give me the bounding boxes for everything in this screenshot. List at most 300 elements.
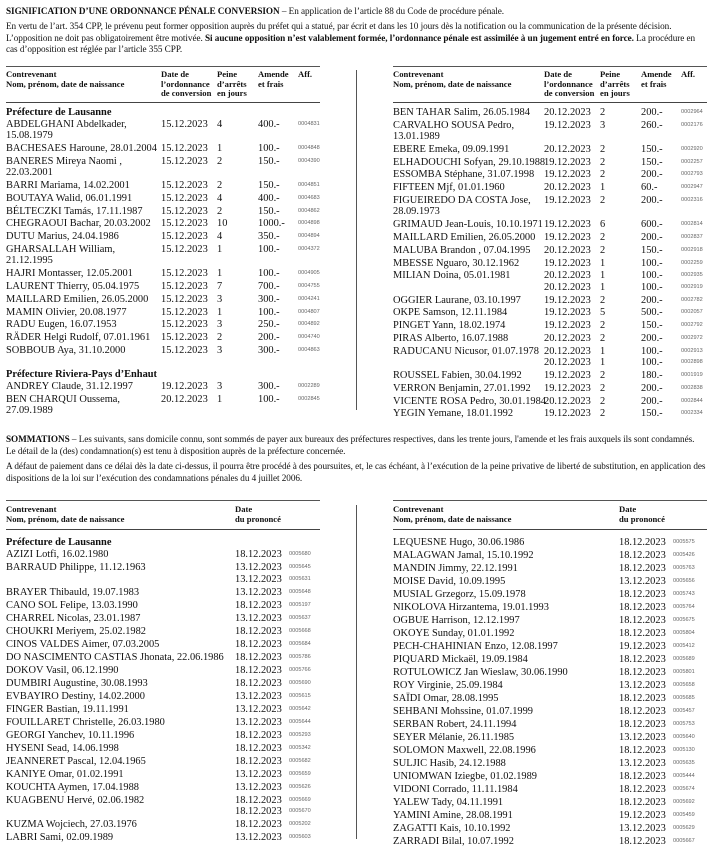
days-cell	[217, 332, 258, 343]
aff-cell	[289, 832, 311, 843]
aff-cell	[673, 537, 695, 548]
contrevenant-name: CINOS VALDES Aimer, 07.03.2005	[6, 638, 160, 650]
ordonnance-date: 19.12.2023	[544, 119, 591, 131]
aff-number: 0002838	[681, 384, 703, 391]
table-row	[393, 732, 707, 743]
date-cell	[235, 782, 289, 793]
sommations-paragraph-2: A défaut de paiement dans ce délai dès la date ci-dessus, il pourra être procédé à des poursuites, et, le cas échéant, à l’exécution de la peine privative de liberté de substitution, en application des dispositions de la loi sur l’exécution des condamnations pénales du 4 juillet 2006.	[6, 461, 706, 483]
peine-jours: 4	[217, 192, 223, 204]
date-cell	[619, 589, 673, 600]
contrevenant-name: MAILLARD Emilien, 26.05.2000	[6, 293, 149, 305]
amount-cell	[258, 180, 298, 191]
table-row	[393, 144, 707, 155]
days-cell	[600, 232, 641, 243]
aff-number: 0005197	[289, 601, 311, 608]
aff-number: 0004892	[298, 321, 320, 328]
signification-heading	[6, 6, 706, 18]
ordonnance-date: 20.12.2023	[544, 143, 591, 155]
ordonnance-date: 20.12.2023	[544, 106, 591, 118]
contrevenant-name: GRIMAUD Jean-Louis, 10.10.1971	[393, 219, 543, 231]
date-cell	[619, 654, 673, 665]
ordonnance-date: 15.12.2023	[161, 268, 208, 280]
aff-number: 0005658	[673, 682, 695, 689]
contrevenant-name: FINGER Bastian, 19.11.1991	[6, 703, 129, 715]
amende-frais: 1000.-	[258, 218, 285, 230]
contrevenant-birthdate: 15.08.1979	[6, 130, 53, 142]
aff-number: 0005342	[289, 744, 311, 751]
peine-jours: 2	[600, 395, 606, 407]
aff-number: 0005412	[673, 643, 695, 650]
aff-number: 0005645	[289, 564, 311, 571]
days-cell	[217, 307, 258, 318]
contrevenant-name: KUAGBENU Hervé, 02.06.1982	[6, 794, 145, 806]
aff-number: 0002792	[681, 322, 703, 329]
amount-cell	[641, 182, 681, 193]
contrevenant-cell	[393, 107, 544, 118]
aff-cell	[298, 294, 320, 305]
aff-number: 0005684	[289, 640, 311, 647]
table-row	[6, 613, 320, 624]
amount-cell	[641, 169, 681, 180]
table-row	[393, 810, 707, 821]
contrevenant-name: MOISE David, 10.09.1995	[393, 576, 506, 588]
aff-number: 0005690	[289, 679, 311, 686]
date-cell	[619, 576, 673, 587]
ordonnance-date: 20.12.2023	[544, 332, 591, 344]
amount-cell	[258, 231, 298, 242]
aff-number: 0004683	[298, 194, 320, 201]
conversion-table-right	[393, 66, 707, 421]
ordonnance-date: 15.12.2023	[161, 306, 208, 318]
ordonnance-date: 19.12.2023	[544, 194, 591, 206]
contrevenant-name: PIRAS Alberto, 16.07.1988	[393, 332, 509, 344]
table-row	[6, 394, 320, 417]
contrevenant-cell	[393, 333, 544, 344]
aff-number: 0004894	[298, 233, 320, 240]
date-cell	[544, 120, 600, 143]
peine-jours: 7	[217, 280, 223, 292]
conversion-table-left	[6, 66, 320, 418]
date-cell	[235, 639, 289, 650]
aff-number: 0005644	[289, 718, 311, 725]
date-cell	[235, 587, 289, 598]
aff-cell	[289, 756, 311, 767]
aff-cell	[298, 143, 320, 154]
aff-number: 0005444	[673, 773, 695, 780]
date-cell	[235, 795, 289, 818]
amount-cell	[641, 408, 681, 419]
amount-cell	[641, 333, 681, 344]
date-cell	[544, 157, 600, 168]
days-cell	[600, 169, 641, 180]
amende-frais: 100.-	[641, 357, 663, 369]
table-row	[6, 218, 320, 229]
signification-text: En vertu de l’art. 354 CPP, le prévenu peut former opposition auprès du préfet qui a statué, par écrit et dans les 10 jours dès la notification ou la communication de la présente décision. L’opposition ne doit pas obligatoirement être motivée.	[6, 21, 672, 43]
aff-cell	[673, 693, 695, 704]
peine-jours: 3	[217, 319, 223, 331]
prononce-date: 13.12.2023	[235, 562, 282, 574]
table-row	[6, 549, 320, 560]
table-row	[393, 706, 707, 717]
contrevenant-name: RADU Eugen, 16.07.1953	[6, 319, 117, 331]
contrevenant-cell	[393, 320, 544, 331]
aff-number: 0005202	[289, 821, 311, 827]
contrevenant-name: CARVALHO SOUSA Pedro,	[393, 119, 515, 131]
aff-number: 0002257	[681, 158, 703, 165]
contrevenant-name: ELHADOUCHI Sofyan, 29.10.1988	[393, 156, 546, 168]
contrevenant-name: DUMBIRI Augustine, 30.08.1993	[6, 677, 148, 689]
aff-cell	[673, 810, 695, 821]
aff-cell	[298, 332, 320, 343]
amount-cell	[258, 394, 298, 417]
contrevenant-name: FOUILLARET Christelle, 26.03.1980	[6, 716, 165, 728]
amende-frais: 100.-	[258, 306, 280, 318]
ordonnance-date: 20.12.2023	[544, 270, 591, 282]
aff-cell	[681, 219, 703, 230]
amount-cell	[258, 332, 298, 343]
prononce-date: 18.12.2023	[235, 638, 282, 650]
aff-cell	[289, 600, 311, 611]
aff-number: 0005656	[673, 578, 695, 585]
aff-cell	[289, 626, 311, 637]
amende-frais: 200.-	[641, 294, 663, 306]
amount-cell	[258, 143, 298, 154]
contrevenant-name: MILIAN Doina, 05.01.1981	[393, 270, 511, 282]
section-heading-riviera: Préfecture Riviera-Pays d’Enhaut	[6, 368, 158, 380]
contrevenant-name: BACHESAES Haroune, 28.01.2004	[6, 142, 157, 154]
contrevenant-cell	[6, 319, 161, 330]
contrevenant-birthdate: 21.12.1995	[6, 255, 53, 267]
prononce-date: 13.12.2023	[619, 732, 666, 744]
aff-number: 0002782	[681, 296, 703, 303]
contrevenant-name: BEN TAHAR Salim, 26.05.1984	[393, 106, 530, 118]
contrevenant-name: RÄDER Helgi Rudolf, 07.01.1961	[6, 332, 151, 344]
date-cell	[235, 562, 289, 585]
amende-frais: 260.-	[641, 119, 663, 131]
prononce-date: 18.12.2023	[619, 745, 666, 757]
peine-jours: 2	[600, 194, 606, 206]
aff-number: 0005766	[289, 666, 311, 673]
ordonnance-date: 19.12.2023	[544, 231, 591, 243]
sommations-table-right	[393, 500, 707, 849]
contrevenant-birthdate: 22.03.2001	[6, 167, 53, 179]
aff-cell	[673, 836, 695, 847]
prononce-date: 18.12.2023	[235, 742, 282, 754]
aff-cell	[289, 665, 311, 676]
table-row	[393, 295, 707, 306]
prononce-date: 13.12.2023	[235, 832, 282, 843]
table-row	[393, 107, 707, 118]
aff-cell	[298, 268, 320, 279]
prononce-date: 13.12.2023	[235, 586, 282, 598]
signification-title: SIGNIFICATION D’UNE ORDONNANCE PÉNALE CONVERSION	[6, 6, 280, 16]
amount-cell	[258, 381, 298, 392]
prononce-date: 18.12.2023	[235, 651, 282, 663]
aff-number: 0002919	[681, 283, 703, 290]
prononce-date: 13.12.2023	[235, 781, 282, 793]
contrevenant-name: BEN CHARQUI Oussema,	[6, 393, 121, 405]
aff-number: 0005635	[673, 760, 695, 767]
days-cell	[217, 193, 258, 204]
contrevenant-name: MANDIN Jimmy, 22.12.1991	[393, 563, 518, 575]
table-row	[393, 408, 707, 419]
aff-cell	[673, 732, 695, 743]
contrevenant-cell	[6, 307, 161, 318]
aff-cell	[681, 270, 703, 293]
aff-number: 0004755	[298, 282, 320, 289]
aff-cell	[289, 549, 311, 560]
aff-number: 0002964	[681, 108, 703, 115]
amount-cell	[641, 232, 681, 243]
amende-frais: 200.-	[641, 395, 663, 407]
contrevenant-name: MBESSE Nguaro, 30.12.1962	[393, 257, 520, 269]
aff-cell	[289, 587, 311, 598]
peine-jours: 2	[600, 320, 606, 332]
contrevenant-name: LAURENT Thierry, 05.04.1975	[6, 280, 140, 292]
amount-cell	[258, 319, 298, 330]
date-cell	[235, 665, 289, 676]
aff-cell	[681, 182, 703, 193]
prononce-date: 18.12.2023	[619, 628, 666, 640]
date-cell	[619, 706, 673, 717]
table-row	[393, 615, 707, 626]
table-row	[6, 281, 320, 292]
date-cell	[235, 652, 289, 663]
table-row	[393, 667, 707, 678]
date-cell	[161, 307, 217, 318]
aff-number: 0005130	[673, 747, 695, 754]
amount-cell	[641, 144, 681, 155]
aff-number: 0002935	[681, 272, 703, 279]
date-cell	[619, 693, 673, 704]
table-row	[393, 680, 707, 691]
contrevenant-name: ZARRADI Bilal, 10.07.1992	[393, 836, 514, 848]
contrevenant-cell	[393, 346, 544, 369]
days-cell	[217, 281, 258, 292]
date-cell	[235, 717, 289, 728]
days-cell	[217, 345, 258, 356]
date-cell	[161, 156, 217, 179]
contrevenant-cell	[393, 408, 544, 419]
amount-cell	[641, 195, 681, 218]
contrevenant-name: ANDREY Claude, 31.12.1997	[6, 380, 133, 392]
date-cell	[619, 680, 673, 691]
sommations-paragraph	[6, 434, 706, 457]
aff-cell	[298, 119, 320, 142]
amende-frais: 200.-	[641, 382, 663, 394]
amende-frais: 300.-	[258, 380, 280, 392]
table-row	[393, 396, 707, 407]
table-row	[393, 758, 707, 769]
amount-cell	[258, 244, 298, 267]
table-row	[393, 823, 707, 834]
amende-frais: 200.-	[641, 194, 663, 206]
aff-number: 0005743	[673, 591, 695, 598]
ordonnance-date: 19.12.2023	[544, 156, 591, 168]
signification-subtitle: – En application de l’article 88 du Code de procédure pénale.	[279, 6, 505, 16]
aff-number: 0005626	[289, 783, 311, 790]
aff-cell	[673, 680, 695, 691]
amount-cell	[258, 218, 298, 229]
amount-cell	[641, 307, 681, 318]
aff-number: 0005685	[673, 695, 695, 702]
contrevenant-name: KUZMA Wojciech, 27.03.1976	[6, 819, 137, 830]
aff-cell	[289, 704, 311, 715]
ordonnance-date: 19.12.2023	[544, 408, 591, 420]
contrevenant-cell	[393, 144, 544, 155]
table-row	[6, 193, 320, 204]
contrevenant-name: GHARSALLAH William,	[6, 243, 116, 255]
amende-frais: 350.-	[258, 231, 280, 243]
aff-cell	[681, 333, 703, 344]
amount-cell	[258, 307, 298, 318]
prononce-date: 18.12.2023	[619, 589, 666, 601]
contrevenant-cell	[6, 143, 161, 154]
date-cell	[544, 270, 600, 293]
table-row	[6, 782, 320, 793]
aff-number: 0005575	[673, 539, 695, 546]
date-cell	[544, 383, 600, 394]
amende-frais: 100.-	[258, 393, 280, 405]
aff-number: 0002814	[681, 221, 703, 228]
aff-cell	[298, 193, 320, 204]
contrevenant-name: MALAGWAN Jamal, 15.10.1992	[393, 550, 534, 562]
aff-number: 0004390	[298, 157, 320, 164]
prononce-date: 18.12.2023	[619, 719, 666, 731]
conversion-table-header: Contrevenant Nom, prénom, date de naissance Date de l’ordonnance de conversion Peine d’arrêts en jours Amende et frais Aff.	[393, 67, 707, 103]
aff-number: 0005804	[673, 630, 695, 637]
aff-number: 0004863	[298, 346, 320, 353]
date-cell	[619, 550, 673, 561]
aff-number: 0002913	[681, 347, 703, 354]
date-cell	[619, 537, 673, 548]
date-cell	[544, 396, 600, 407]
date-cell	[161, 294, 217, 305]
amende-frais: 150.-	[641, 143, 663, 155]
ordonnance-date: 15.12.2023	[161, 155, 208, 167]
contrevenant-name: ESSOMBA Stéphane, 31.07.1998	[393, 169, 535, 181]
date-cell	[235, 691, 289, 702]
table-row	[6, 600, 320, 611]
aff-cell	[298, 281, 320, 292]
contrevenant-name: AZIZI Lotfi, 16.02.1980	[6, 549, 109, 561]
aff-number: 0005689	[673, 656, 695, 663]
aff-number: 0005642	[289, 705, 311, 712]
table-row	[6, 730, 320, 741]
table-row	[6, 562, 320, 585]
table-row	[6, 665, 320, 676]
aff-cell	[673, 797, 695, 808]
days-cell	[217, 231, 258, 242]
peine-jours: 2	[600, 332, 606, 344]
aff-cell	[681, 157, 703, 168]
date-cell	[161, 206, 217, 217]
sommations-table-header: Contrevenant Nom, prénom, date de naissance Date du prononcé	[393, 501, 707, 530]
amende-frais: 180.-	[641, 369, 663, 381]
contrevenant-cell	[393, 219, 544, 230]
peine-jours: 2	[217, 332, 223, 344]
amount-cell	[258, 193, 298, 204]
sommations-table-header: Contrevenant Nom, prénom, date de naissance Date du prononcé	[6, 501, 320, 530]
amende-frais: 700.-	[258, 280, 280, 292]
peine-jours: 2	[600, 369, 606, 381]
amount-cell	[258, 345, 298, 356]
aff-cell	[681, 383, 703, 394]
table-row	[6, 268, 320, 279]
contrevenant-name: SOLOMON Maxwell, 22.08.1996	[393, 745, 536, 757]
peine-jours: 1	[600, 281, 606, 293]
sommations-title: SOMMATIONS	[6, 434, 70, 444]
amende-frais: 100.-	[641, 257, 663, 269]
days-cell	[217, 156, 258, 179]
contrevenant-name: PECH-CHAHINIAN Enzo, 12.08.1997	[393, 641, 558, 653]
ordonnance-date: 20.12.2023	[544, 345, 591, 357]
table-row	[6, 294, 320, 305]
contrevenant-name: BÉLTECZKI Tamás, 17.11.1987	[6, 205, 143, 217]
days-cell	[217, 319, 258, 330]
contrevenant-cell	[393, 396, 544, 407]
amount-cell	[641, 258, 681, 269]
contrevenant-cell	[393, 307, 544, 318]
contrevenant-birthdate: 27.09.1989	[6, 404, 53, 416]
date-cell	[544, 346, 600, 369]
amende-frais: 100.-	[641, 281, 663, 293]
ordonnance-date: 20.12.2023	[544, 182, 591, 194]
table-row	[393, 320, 707, 331]
aff-cell	[673, 589, 695, 600]
contrevenant-name: KOUCHTA Aymen, 17.04.1988	[6, 781, 140, 793]
date-cell	[619, 797, 673, 808]
prononce-date: 13.12.2023	[235, 716, 282, 728]
prononce-date: 18.12.2023	[619, 654, 666, 666]
contrevenant-cell	[393, 232, 544, 243]
days-cell	[600, 333, 641, 344]
peine-jours: 2	[600, 382, 606, 394]
aff-number: 0002920	[681, 145, 703, 152]
ordonnance-date: 19.12.2023	[161, 380, 208, 392]
table-row	[393, 307, 707, 318]
ordonnance-date: 15.12.2023	[161, 332, 208, 344]
aff-cell	[681, 295, 703, 306]
peine-jours: 1	[217, 268, 223, 280]
amount-cell	[258, 281, 298, 292]
aff-cell	[673, 576, 695, 587]
aff-cell	[673, 641, 695, 652]
peine-jours: 1	[217, 393, 223, 405]
peine-jours: 2	[600, 408, 606, 420]
contrevenant-name: ROTULOWICZ Jan Wieslaw, 30.06.1990	[393, 667, 568, 679]
column-divider	[356, 70, 357, 410]
days-cell	[600, 195, 641, 218]
aff-number: 0005763	[673, 565, 695, 572]
amount-cell	[641, 270, 681, 293]
aff-number: 0004851	[298, 181, 320, 188]
contrevenant-name: YALEW Tady, 04.11.1991	[393, 797, 504, 809]
aff-cell	[298, 180, 320, 191]
aff-cell	[673, 615, 695, 626]
date-cell	[619, 719, 673, 730]
contrevenant-name: FIFTEEN Mjf, 01.01.1960	[393, 182, 505, 194]
amende-frais: 200.-	[641, 332, 663, 344]
peine-jours: 2	[600, 244, 606, 256]
amount-cell	[258, 119, 298, 142]
date-cell	[619, 784, 673, 795]
amende-frais: 60.-	[641, 182, 658, 194]
aff-cell	[289, 795, 311, 818]
table-row	[6, 587, 320, 598]
aff-cell	[289, 678, 311, 689]
contrevenant-cell	[393, 157, 544, 168]
